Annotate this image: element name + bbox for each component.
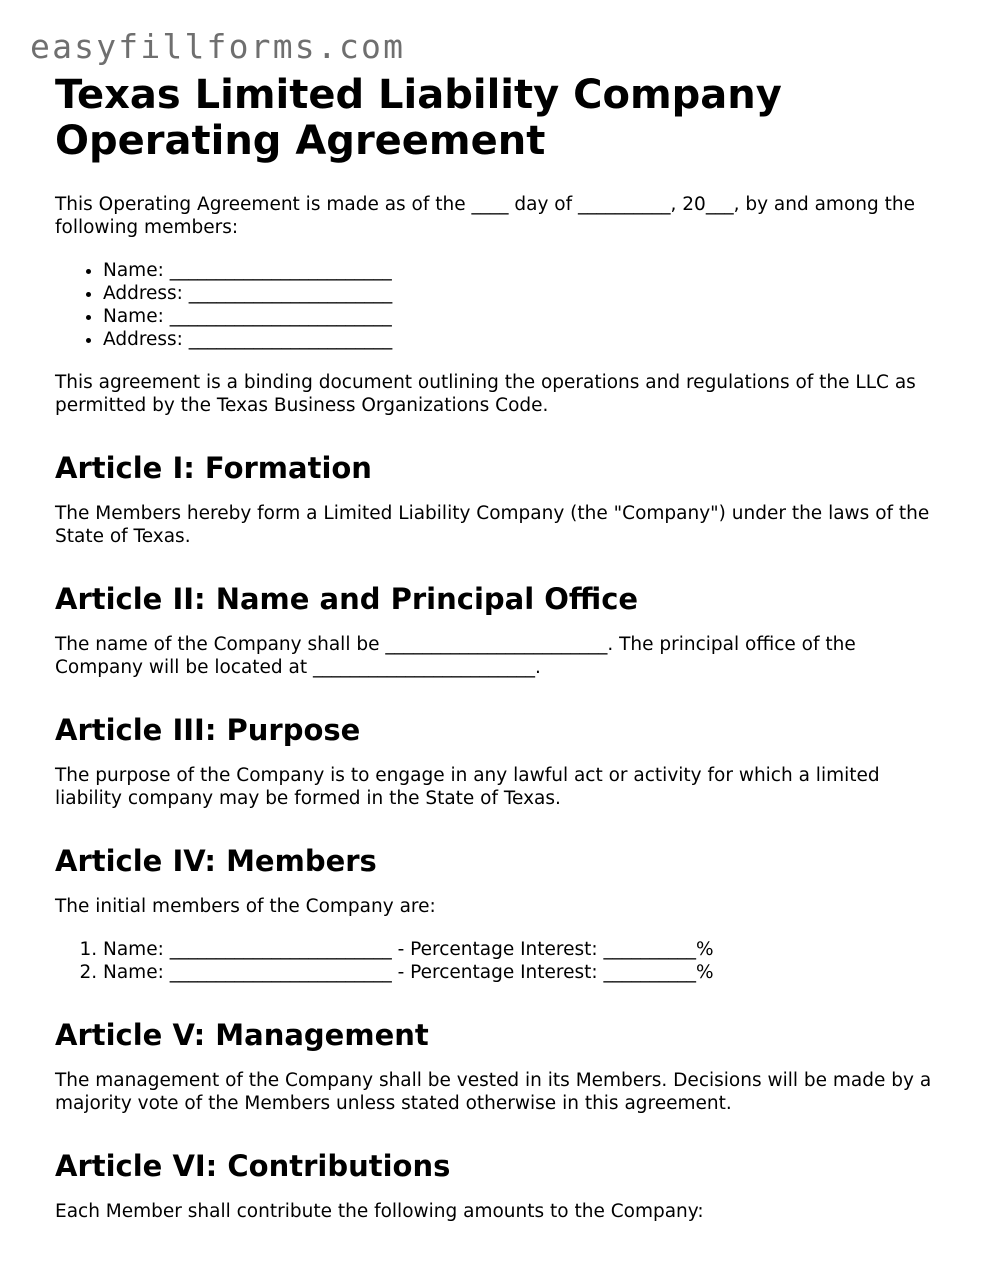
article-management-heading: Article V: Management bbox=[55, 1018, 429, 1052]
member-name-field-1: • Name: ________________________ bbox=[103, 259, 940, 282]
article-purpose-body: The purpose of the Company is to engage in any lawful act or activity for which a limited liability company may be formed in the State of Texas. bbox=[55, 765, 880, 809]
initial-member-1: 1. Name: ________________________ - Percentage Interest: __________% bbox=[103, 938, 940, 961]
intro-paragraph: This Operating Agreement is made as of the ____ day of __________, 20___, by and among the following members: bbox=[55, 194, 915, 238]
article-formation-heading: Article I: Formation bbox=[55, 451, 372, 485]
member-name-field-2: • Name: ________________________ bbox=[103, 305, 940, 328]
watermark: easyfillforms.com bbox=[30, 27, 406, 66]
initial-members-list bbox=[55, 938, 940, 984]
article-formation-body: The Members hereby form a Limited Liability Company (the "Company") under the laws of the State of Texas. bbox=[55, 503, 930, 547]
document-title: Texas Limited Liability Company Operating Agreement bbox=[55, 72, 782, 164]
binding-statement: This agreement is a binding document outlining the operations and regulations of the LLC as permitted by the Texas Business Organizations Code. bbox=[55, 372, 916, 416]
initial-member-2: 2. Name: ________________________ - Percentage Interest: __________% bbox=[103, 961, 940, 984]
member-fields-list bbox=[55, 259, 940, 351]
article-contributions-body: Each Member shall contribute the following amounts to the Company: bbox=[55, 1201, 704, 1222]
member-address-field-2: • Address: ______________________ bbox=[103, 328, 940, 351]
article-management-body: The management of the Company shall be vested in its Members. Decisions will be made by a majority vote of the Members unless stated otherwise in this agreement. bbox=[55, 1070, 932, 1114]
article-contributions-heading: Article VI: Contributions bbox=[55, 1149, 451, 1183]
document-page bbox=[55, 72, 940, 1223]
article-members-heading: Article IV: Members bbox=[55, 844, 377, 878]
article-members-body: The initial members of the Company are: bbox=[55, 896, 436, 917]
member-address-field-1: • Address: ______________________ bbox=[103, 282, 940, 305]
article-purpose-heading: Article III: Purpose bbox=[55, 713, 361, 747]
article-name-office-heading: Article II: Name and Principal Office bbox=[55, 582, 639, 616]
article-name-office-body: The name of the Company shall be ________________________. The principal office of the Company will be located at ________________________. bbox=[55, 634, 856, 678]
